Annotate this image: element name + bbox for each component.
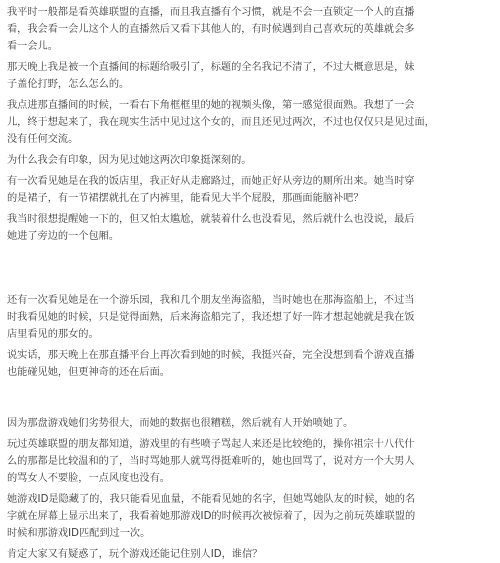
section-spacer: [7, 385, 482, 415]
paragraph: 为什么我会有印象，因为见过她这两次印象挺深刻的。: [7, 155, 252, 166]
paragraph: 玩过英雄联盟的朋友都知道，游戏里的有些喷子骂起人来还是比较绝的，操你祖宗十八代什 么的那都是比较温和的了，当时骂她那人就骂得挺难听的，她也回骂了，说对方一个大男人 的骂女人不要脸，一点风度也没有。: [7, 439, 415, 484]
paragraph: 肯定大家又有疑惑了，玩个游戏还能记住别人ID，谁信？: [7, 549, 263, 560]
paragraph: 她游戏ID是隐藏了的，我只能看见血量，不能看见她的名字，但她骂她队友的时候，她的名 字就在屏幕上显示出来了，我看着她那游戏ID的时候再次被惊着了，因为之前玩英雄联盟的 时候和那游戏ID匹配到过一次。: [7, 494, 416, 539]
paragraph: 说实话，那天晚上在那直播平台上再次看到她的时候，我挺兴奋，完全没想到看个游戏直播 也能碰见她，但更神奇的还在后面。: [7, 350, 415, 378]
paragraph: 我点进那直播间的时候，一看右下角框框里的她的视频头像，第一感觉很面熟。我想了一会 儿，终于想起来了，我在现实生活中见过这个女的，而且还见过两次，不过也仅仅只是见过面， 没有任何交流。: [7, 100, 435, 145]
paragraph: 我当时很想提醒她一下的，但又怕太尴尬，就装着什么也没看见，然后就什么也没说，最后 她进了旁边的一个包厢。: [7, 214, 415, 242]
paragraph: 还有一次看见她是在一个游乐园，我和几个朋友坐海盗船，当时她也在那海盗船上，不过当 时我看见她的时候，只是觉得面熟，后来海盗船完了，我还想了好一阵才想起她就是我在饭 店里看见的那女的。: [7, 295, 415, 340]
paragraph: 有一次看见她是在我的饭店里，我正好从走廊路过，而她正好从旁边的厕所出来。她当时穿 的是裙子，有一节裙摆就扎在了内裤里，能看见大半个屁股，那画面能脑补吧？: [7, 176, 415, 204]
paragraph: 那天晚上我是被一个直播间的标题给吸引了，标题的全名我记不清了，不过大概意思是，妹 子盖伦打野，怎么怎么的。: [7, 62, 415, 90]
section-spacer: [7, 249, 482, 292]
paragraph: 我平时一般都是看英雄联盟的直播，而且我直播有个习惯，就是不会一直锁定一个人的直播 看，我会看一会儿这个人的直播然后又看下其他人的，有时候遇到自己喜欢玩的英雄就会多 看一会儿。: [7, 7, 415, 52]
paragraph: 因为那盘游戏她们劣势很大，而她的数据也很糟糕，然后就有人开始喷她了。: [7, 418, 354, 429]
